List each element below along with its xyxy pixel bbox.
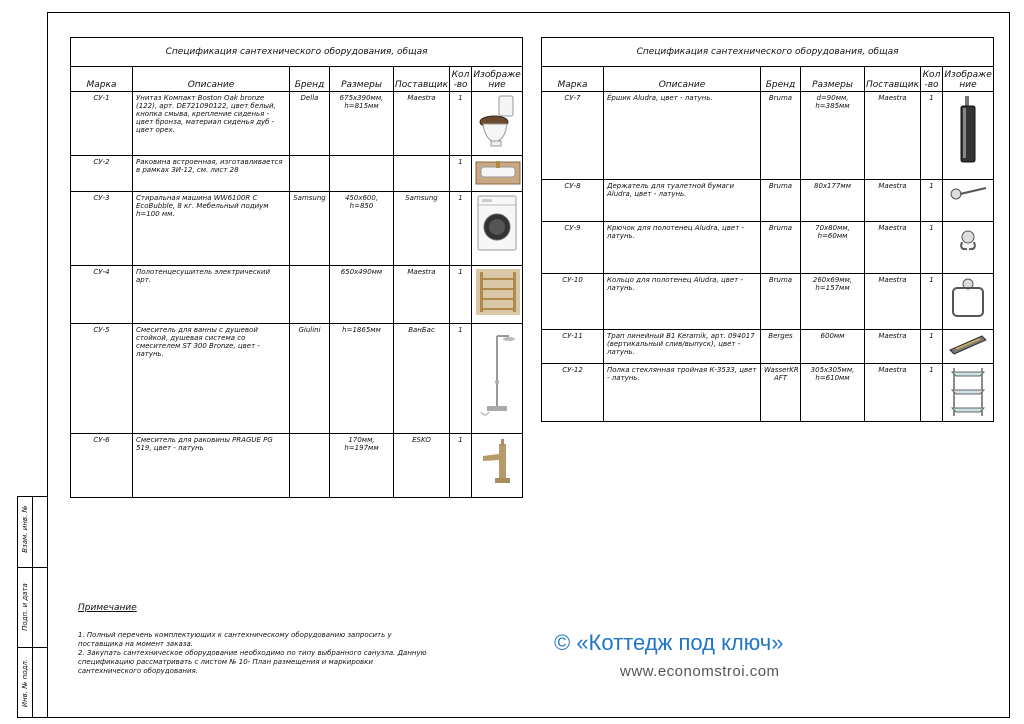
- spec-table-1: [70, 37, 523, 498]
- col-brand: Бренд: [761, 67, 801, 92]
- towel-dryer-icon: [475, 268, 521, 316]
- sink-icon: [475, 158, 521, 186]
- table-row: СУ-5 Смеситель для ванны с душевой стойкой, душевая система со смесителем ST 300 Bronze, цвет - латунь. Giulini h=1865мм ВанБас 1: [71, 324, 523, 434]
- notes-title: Примечание: [78, 603, 137, 613]
- toilet-icon: [477, 94, 517, 148]
- col-supplier: Поставщик: [394, 67, 450, 92]
- table-row: СУ-6 Смеситель для раковины PRAGUE PG 519, цвет - латунь 170мм, h=197мм ESKO 1: [71, 434, 523, 498]
- washing-machine-icon: [476, 194, 518, 252]
- shower-system-icon: [477, 326, 517, 420]
- col-image: Изображе ние: [943, 67, 994, 92]
- drain-icon: [946, 332, 990, 356]
- faucet-icon: [477, 436, 517, 486]
- col-mark: Марка: [71, 67, 133, 92]
- paper-holder-icon: [946, 182, 990, 204]
- table-row: СУ-2 Раковина встроенная, изготавливается в рамках ЗИ-12, см. лист 28 1: [71, 156, 523, 192]
- col-brand: Бренд: [290, 67, 330, 92]
- col-qty: Кол -во: [921, 67, 943, 92]
- table-row: СУ-11 Трап линейный B1 Keramik, арт. 094017 (вертикальный слив/выпуск), цвет - латунь. Berges 600мм Maestra 1: [542, 330, 994, 364]
- table-row: СУ-7 Ёршик Aludra, цвет - латунь. Bruma d=90мм, h=385мм Maestra 1: [542, 92, 994, 180]
- table-row: СУ-1 Унитаз Компакт Boston Oak bronze (122), арт. DE721090122, цвет белый, кнопка смыва, крепление сиденья - цвет бронза, материал сиденья дуб - цвет орех. Della 675x390мм, h=815мм Maestra 1: [71, 92, 523, 156]
- glass-shelf-icon: [948, 366, 988, 418]
- side-stamp: [17, 496, 47, 718]
- note-item-2: 2. Закупать сантехническое оборудование необходимо по типу выбранного санузла. Данную спецификацию рассматривать с листом № 10- План размещения и маркировки сантехнического оборудования.: [78, 649, 427, 675]
- spec-table-2: [541, 37, 994, 422]
- stamp-label-sign: Подп. и дата: [21, 583, 29, 631]
- table-1-title: Спецификация сантехнического оборудования, общая: [71, 38, 523, 67]
- stamp-label-inv: Инв. № подл.: [21, 658, 29, 708]
- table-2-title: Спецификация сантехнического оборудования, общая: [542, 38, 994, 67]
- table-row: СУ-4 Полотенцесушитель электрический арт. 650х490мм Maestra 1: [71, 266, 523, 324]
- note-item-1: 1. Полный перечень комплектующих к сантехническому оборудованию запросить у поставщика на момент заказа.: [78, 631, 392, 648]
- col-qty: Кол -во: [450, 67, 472, 92]
- col-supplier: Поставщик: [865, 67, 921, 92]
- table-row: СУ-10 Кольцо для полотенец Aludra, цвет - латунь. Bruma 260x69мм, h=157мм Maestra 1: [542, 274, 994, 330]
- col-image: Изображе ние: [472, 67, 523, 92]
- watermark-site: www.economstroi.com: [620, 663, 780, 680]
- col-size: Размеры: [330, 67, 394, 92]
- col-desc: Описание: [604, 67, 761, 92]
- table-row: СУ-3 Стиральная машина WW6100R С EcoBubble, 8 кг. Мебельный подиум h=100 мм. Samsung 450х600, h=850 Samsung 1: [71, 192, 523, 266]
- table-row: СУ-9 Крючок для полотенец Aludra, цвет - латунь. Bruma 70x80мм, h=60мм Maestra 1: [542, 222, 994, 274]
- col-desc: Описание: [133, 67, 290, 92]
- table-row: СУ-12 Полка стеклянная тройная К-3533, цвет - латунь. WasserKR AFT 305x305мм, h=610мм Maestra 1: [542, 364, 994, 422]
- col-mark: Марка: [542, 67, 604, 92]
- table-row: СУ-8 Держатель для туалетной бумаги Aludra, цвет - латунь. Bruma 80x177мм Maestra 1: [542, 180, 994, 222]
- notes-body: [78, 631, 438, 676]
- towel-ring-icon: [948, 276, 988, 320]
- stamp-label-replace: Взам. инв. №: [21, 505, 29, 553]
- toilet-brush-icon: [953, 94, 983, 166]
- col-size: Размеры: [801, 67, 865, 92]
- hook-icon: [953, 224, 983, 254]
- watermark-brand: © «Коттедж под ключ»: [554, 630, 784, 655]
